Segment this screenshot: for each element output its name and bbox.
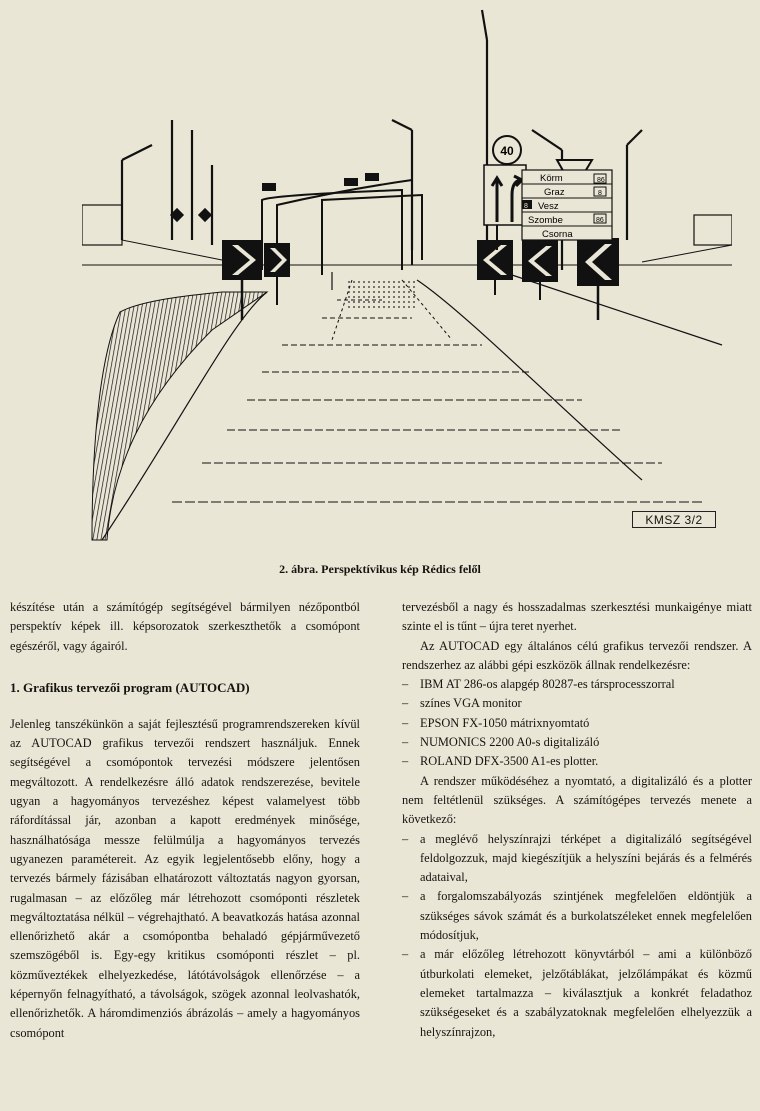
route-number-2: 8	[598, 190, 602, 197]
section-heading: 1. Grafikus tervezői program (AUTOCAD)	[10, 679, 250, 695]
intro-paragraph: készítése után a számítógép segítségével bármilyen nézőpontból perspektív képek ill. képsorozatok szerkeszthetők a csomópont egészéről, vagy ágairól.	[10, 600, 360, 653]
lane-direction-sign	[484, 165, 526, 250]
process-intro-paragraph: A rendszer működéséhez a nyomtató, a digitalizáló és a plotter nem feltétlenül szükséges. A számítógépes tervezés menete a következő:	[402, 773, 752, 827]
destination-csorna: Csorna	[542, 229, 573, 240]
list-item: – IBM AT 286-os alapgép 80287-es társprocesszorral	[402, 675, 752, 694]
list-item: – a forgalomszabályozás szintjének megfelelően eldöntjük a szükséges sávok számát és a burkolatszéleket ennek megfelelően módosítjuk,	[402, 887, 752, 945]
road-markings	[172, 280, 702, 502]
list-item: – a meglévő helyszínrajzi térképet a digitalizáló segítségével feldolgozzuk, majd kiegészítjük a helyszíni bejárás és a felmérés adataival,	[402, 830, 752, 888]
continuation-paragraph: tervezésből a nagy és hosszadalmas szerkesztési munkaigénye miatt szinte el is tűnt – újra teret nyerhet.	[402, 600, 752, 634]
list-item: – ROLAND DFX-3500 A1-es plotter.	[402, 752, 752, 771]
right-column	[402, 598, 752, 1042]
destination-veszprem: Vesz	[538, 201, 559, 212]
list-item: – EPSON FX-1050 mátrixnyomtató	[402, 714, 752, 733]
destination-graz: Graz	[544, 187, 565, 198]
figure-stamp: KMSZ 3/2	[632, 511, 716, 528]
horizon-lines	[82, 240, 732, 265]
speed-limit-value: 40	[500, 144, 514, 158]
road-texture	[347, 280, 417, 310]
list-item: – a már előzőleg létrehozott könyvtárból – ami a különböző útburkolati elemeket, jelzőtáblákat, jelzőlámpákat és közmű elemeket tartalmazza – kiválasztjuk a konkrét feladathoz szükségeseket és a szabályzatoknak megfelelően elhelyezzük a helyszínrajzon,	[402, 945, 752, 1041]
billboard-left	[82, 205, 122, 245]
list-item: – NUMONICS 2200 A0-s digitalizáló	[402, 733, 752, 752]
perspective-drawing	[82, 0, 732, 545]
destination-kormend: Körm	[540, 173, 563, 184]
left-column	[10, 598, 360, 1043]
junction-perspective-svg	[82, 0, 732, 545]
route-number-1: 86	[597, 177, 605, 184]
process-steps-list	[402, 830, 752, 1042]
system-intro-paragraph: Az AUTOCAD egy általános célú grafikus tervezői rendszer. A rendszerhez az alábbi gépi eszközök állnak rendelkezésre:	[402, 638, 752, 672]
traffic-island-hatched	[92, 292, 267, 540]
figure-caption: 2. ábra. Perspektívikus kép Rédics felől	[279, 562, 481, 576]
speed-limit-sign	[493, 136, 521, 164]
destination-szombathely: Szombe	[528, 215, 563, 226]
route-number-4: 86	[596, 217, 604, 224]
billboard-right	[694, 215, 732, 245]
list-item: – színes VGA monitor	[402, 694, 752, 713]
equipment-list	[402, 675, 752, 771]
body-paragraph: Jelenleg tanszékünkön a saját fejlesztésű programrendszereken kívül az AUTOCAD grafikus tervezői rendszert használjuk. Ennek segítségével a csomópontok tervezési módszere jelentősen megváltozott. A rendelkezésre álló adatok rendszerezése, bevitele ugyan a hagyományos tervezéshez képest valamelyest több ráfordítással jár, azonban a kapott eredmények minősége, használhatósága messze felülmúlja a hagyományos tervezés ugyanezen paramétereit. Az egyik legjelentősebb előny, hogy a tervezés bármely fázisában elhatározott változtatás nagyon gyorsan, rugalmasan – az előzőleg már létrehozott csomóponti részletek megváltoztatása nélkül – végrehajtható. A beavatkozás hatása azonnal ellenőrizhető akár a csomópontba behaladó gépjárművezető szemszögéből is. Egy-egy kritikus csomóponti részlet – pl. közműveztékek elhelyezkedése, látótávolságok ellenőrzése – a képernyőn felnagyítható, a távolságok, szögek azonnal leolvashatók, ellenőrizhetők. A háromdimenziós ábrázolás – amely a hagyományos csomópont	[10, 716, 360, 1040]
route-number-3: 8	[524, 203, 528, 210]
chevron-signs-right	[477, 238, 619, 320]
